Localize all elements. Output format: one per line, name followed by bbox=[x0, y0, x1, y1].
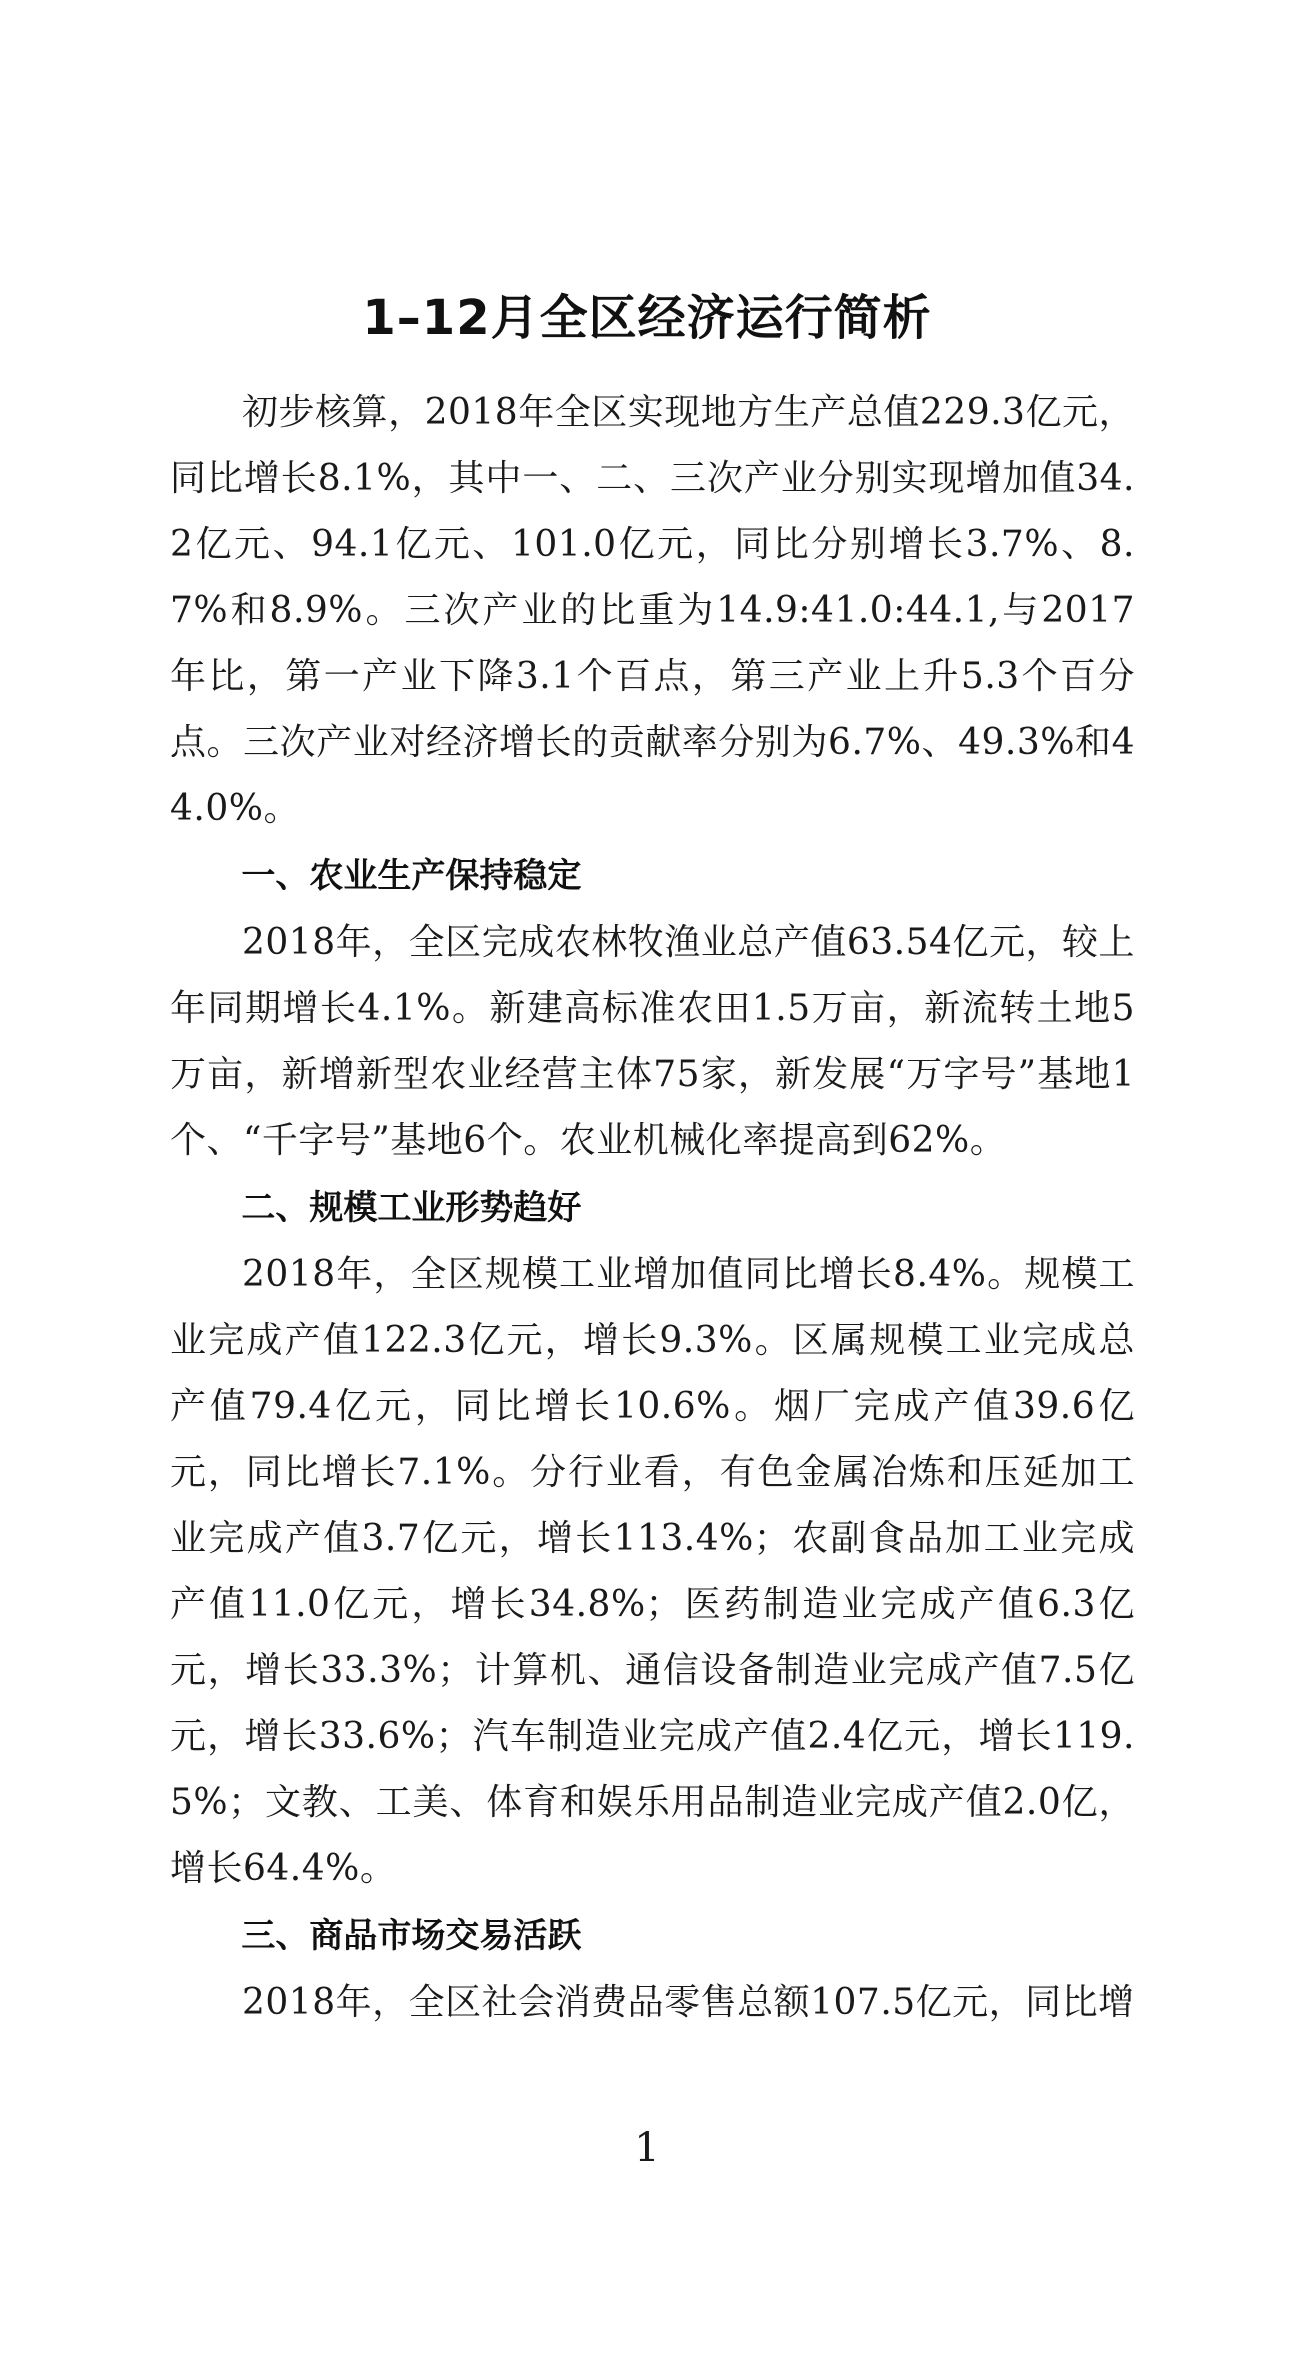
industry-paragraph: 2018年，全区规模工业增加值同比增长8.4%。规模工业完成产值122.3亿元，增长9.3%。区属规模工业完成总产值79.4亿元，同比增长10.6%。烟厂完成产值39.6亿元，同比增长7.1%。分行业看，有色金属冶炼和压延加工业完成产值3.7亿元，增长113.4%；农副食品加工业完成产值11.0亿元，增长34.8%；医药制造业完成产值6.3亿元，增长33.3%；计算机、通信设备制造业完成产值7.5亿元，增长33.6%；汽车制造业完成产值2.4亿元，增长119.5%；文教、工美、体育和娱乐用品制造业完成产值2.0亿，增长64.4%。 bbox=[170, 1254, 1135, 1889]
agriculture-paragraph: 2018年，全区完成农林牧渔业总产值63.54亿元，较上年同期增长4.1%。新建高标准农田1.5万亩，新流转土地5万亩，新增新型农业经营主体75家，新发展“万字号”基地1个、“千字号”基地6个。农业机械化率提高到62%。 bbox=[170, 922, 1135, 1161]
page-title: 1–12月全区经济运行简析 bbox=[362, 290, 932, 346]
section-heading-market: 三、商品市场交易活跃 bbox=[241, 1916, 582, 1956]
intro-paragraph: 初步核算，2018年全区实现地方生产总值229.3亿元，同比增长8.1%，其中一、二、三次产业分别实现增加值34.2亿元、94.1亿元、101.0亿元，同比分别增长3.7%、8.7%和8.9%。三次产业的比重为14.9:41.0:44.1,与2017年比，第一产业下降3.1个百点，第三产业上升5.3个百分点。三次产业对经济增长的贡献率分别为6.7%、49.3%和44.0%。 bbox=[170, 392, 1135, 829]
market-paragraph: 2018年，全区社会消费品零售总额107.5亿元，同比增 bbox=[242, 1982, 1135, 2023]
page-number: 1 bbox=[634, 2125, 660, 2171]
document-body bbox=[170, 380, 1135, 2036]
section-heading-industry: 二、规模工业形势趋好 bbox=[241, 1188, 582, 1228]
section-heading-agriculture: 一、农业生产保持稳定 bbox=[241, 856, 582, 896]
